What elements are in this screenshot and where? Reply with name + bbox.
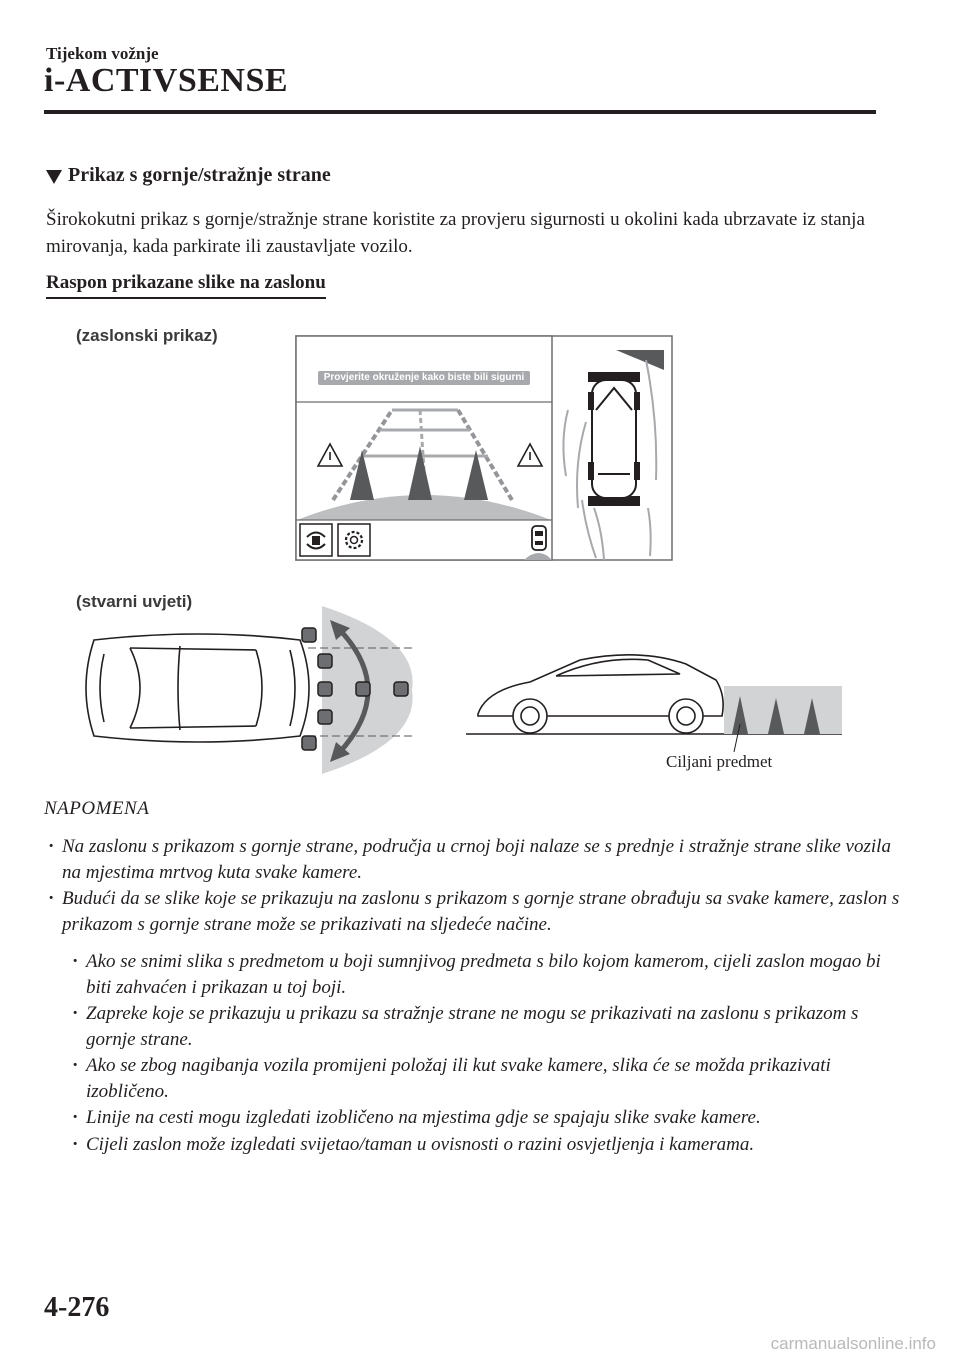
note-subitem: · Ako se snimi slika s predmetom u boji sumnjivog predmeta s bilo kojom kamerom, cijeli zaslon mogao bi biti zahvaćen i prikazan u toj boji. — [68, 949, 904, 1000]
note-subitem: · Ako se zbog nagibanja vozila promijeni položaj ili kut svake kamere, slika će se možda prikazivati izobličeno. — [68, 1053, 904, 1104]
note-subitem: · Zapreke koje se prikazuju u prikazu sa stražnje strane ne mogu se prikazivati na zaslonu s prikazom s gornje strane. — [68, 1001, 904, 1052]
sub-heading: Raspon prikazane slike na zaslonu — [46, 272, 326, 299]
page-number: 4-276 — [44, 1292, 110, 1323]
section-heading-text: Prikaz s gornje/stražnje strane — [68, 164, 331, 186]
intro-paragraph: Širokokutni prikaz s gornje/stražnje strane koristite za provjeru sigurnosti u okolini kada ubrzavate iz stanja mirovanja, kada parkirate ili zaustavljate vozilo. — [46, 209, 865, 257]
topdown-car — [86, 634, 309, 742]
note-title: NAPOMENA — [44, 798, 150, 819]
section-title: Tijekom vožnje — [46, 44, 159, 63]
note-item: · Na zaslonu s prikazom s gornje strane, područja u crnoj boji nalaze se s prednje i stražnje strane slike vozila na mjestima mrtvog kuta svake kamere. — [44, 834, 904, 885]
note-subitem: · Linije na cesti mogu izgledati izobličeno na mjestima gdje se spajaju slike svake kamere. — [68, 1105, 904, 1131]
target-object-label: Ciljani predmet — [666, 752, 773, 771]
screen-banner-text: Provjerite okruženje kako biste bili sigurni — [323, 372, 525, 383]
note-subitem: · Cijeli zaslon može izgledati svijetao/taman u ovisnosti o razini osvjetljenja i kamerama. — [68, 1132, 904, 1158]
chapter-title: i-ACTIVSENSE — [44, 62, 289, 99]
watermark: carmanualsonline.info — [770, 1334, 936, 1353]
note-item: · Budući da se slike koje se prikazuju na zaslonu s prikazom s gornje strane obrađuju sa svake kamere, zaslon s prikazom s gornje strane može se prikazivati na sljedeće načine. — [44, 886, 904, 937]
actual-conditions-label: (stvarni uvjeti) — [76, 592, 193, 611]
note-list — [44, 834, 904, 1158]
screen-view-label: (zaslonski prikaz) — [76, 326, 218, 345]
